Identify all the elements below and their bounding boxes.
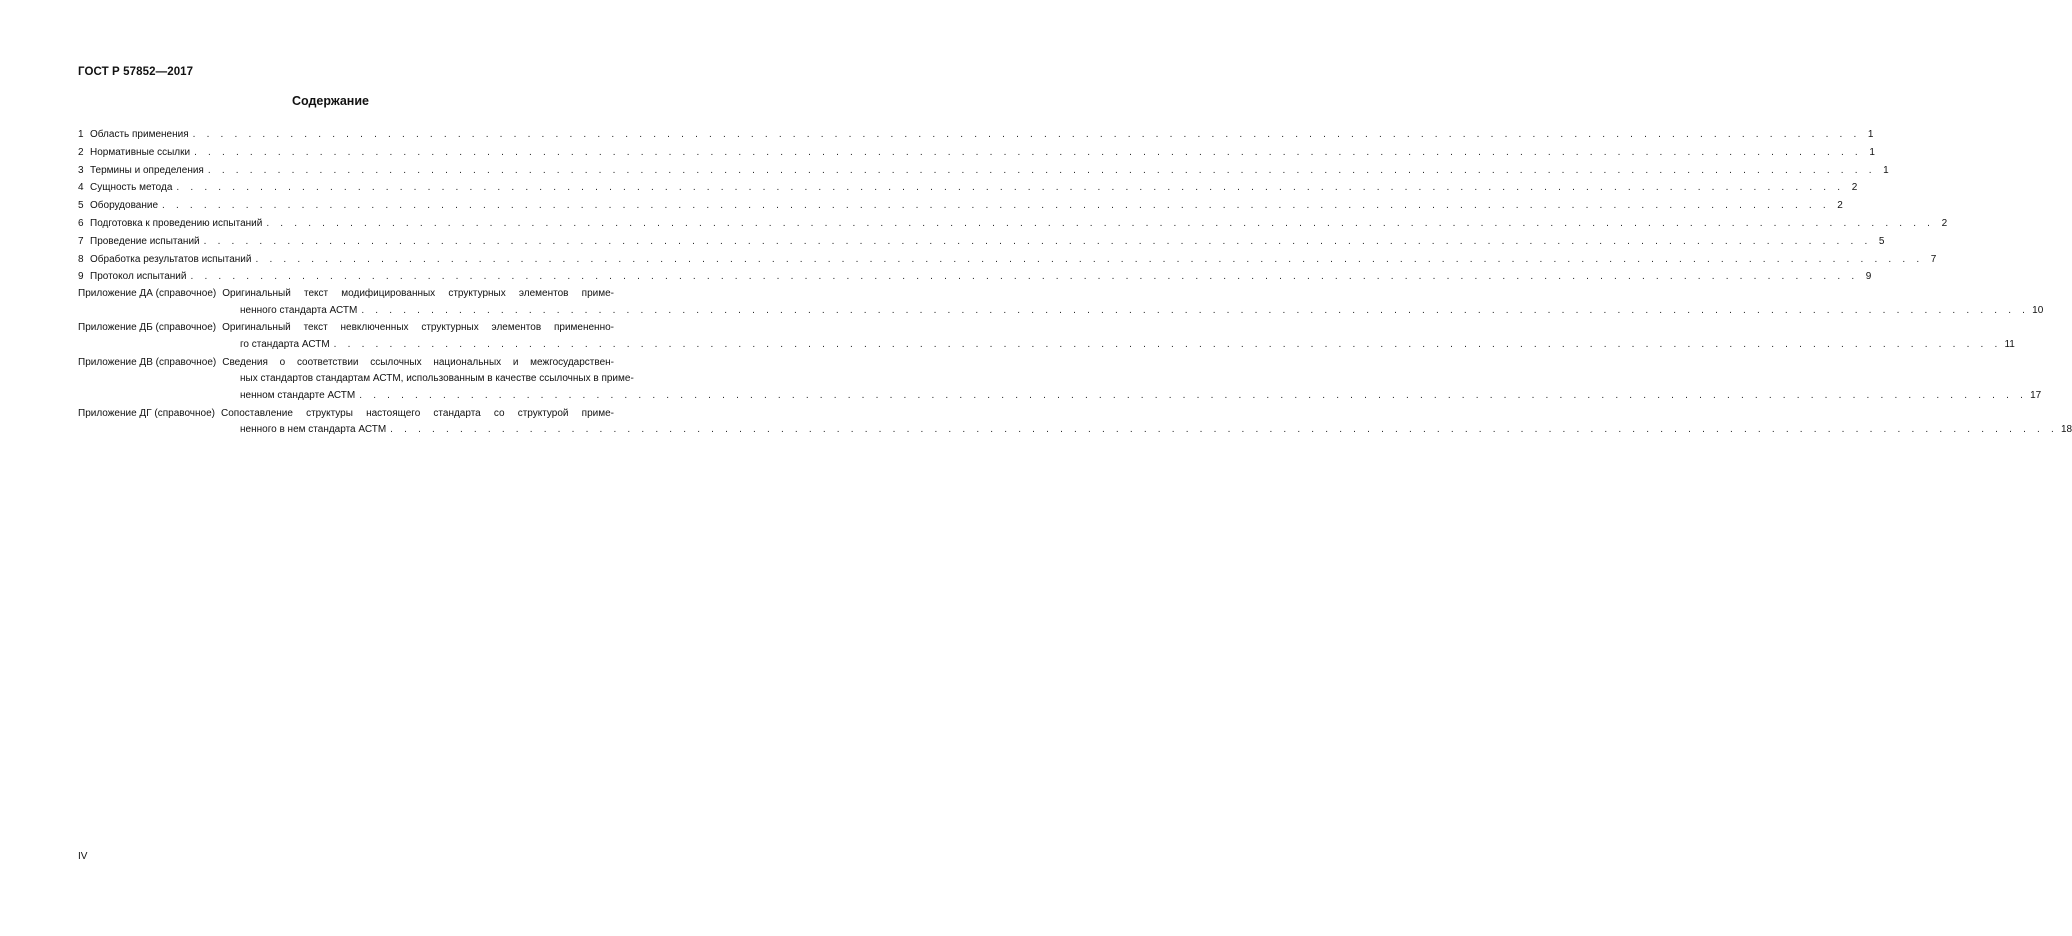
- appendix-title-end[interactable]: [240, 337, 2015, 353]
- appendix-title-end[interactable]: [240, 422, 2072, 438]
- toc-entry-number: 3: [78, 164, 84, 176]
- page-number: IV: [78, 851, 88, 862]
- toc-entry-page: 2: [1941, 217, 1948, 229]
- toc-appendices: [78, 286, 2072, 438]
- appendix-title-middle: ных стандартов стандартам АСТМ, использованным в качестве ссылочных в приме-: [240, 373, 634, 385]
- toc-entry[interactable]: [78, 179, 1858, 197]
- toc-entry-title: Обработка результатов испытаний: [90, 253, 252, 265]
- toc-entry-number: 5: [78, 200, 84, 212]
- dot-leader: . . . . . . . . . . . . . . . . . . . . . . . . . . . . . . . . . . . . . . . . . . . . . . . . . . . . . . . . . . . . . . . . . . . . . . . . . . . . . . . . . . . . . . . . . . . . . . . . . . . . . . . . . . . . . . . . . . . . . . . .: [192, 129, 1861, 140]
- toc-entry-page: 9: [1865, 271, 1872, 283]
- appendix-last-line: [78, 337, 2015, 353]
- toc-entry-title: Протокол испытаний: [90, 271, 187, 283]
- toc-entry-title: Проведение испытаний: [90, 235, 200, 247]
- dot-leader: . . . . . . . . . . . . . . . . . . . . . . . . . . . . . . . . . . . . . . . . . . . . . . . . . . . . . . . . . . . . . . . . . . . . . . . . . . . . . . . . . . . . . . . . . . . . . . . . . . . . . . . . . . . . . . . . . . . . . . . .: [194, 146, 1862, 158]
- dot-leader: . . . . . . . . . . . . . . . . . . . . . . . . . . . . . . . . . . . . . . . . . . . . . . . . . . . . . . . . . . . . . . . . . . . . . . . . . . . . . . . . . . . . . . . . . . . . . . . . . . . . . . . . . . . . . . . . . . . . . . . .: [203, 235, 1872, 247]
- toc-entry-title: Подготовка к проведению испытаний: [90, 217, 263, 229]
- toc-entry-page: 5: [1878, 235, 1885, 247]
- toc-entry-page: 10: [2032, 304, 2044, 316]
- dot-leader: . . . . . . . . . . . . . . . . . . . . . . . . . . . . . . . . . . . . . . . . . . . . . . . . . . . . . . . . . . . . . . . . . . . . . . . . . . . . . . . . . . . . . . . . . . . . . . . . . . . . . . . . . . . . . . . . . . . . . . . .: [190, 271, 1859, 283]
- dot-leader: . . . . . . . . . . . . . . . . . . . . . . . . . . . . . . . . . . . . . . . . . . . . . . . . . . . . . . . . . . . . . . . . . . . . . . . . . . . . . . . . . . . . . . . . . . . . . . . . . . . . . . . . . . . . . . . . . . . . . . . .: [255, 253, 1924, 265]
- toc-appendix-entry[interactable]: [78, 406, 2072, 439]
- toc-entry[interactable]: [78, 126, 1874, 144]
- toc-entry[interactable]: [78, 268, 1872, 286]
- dot-leader: . . . . . . . . . . . . . . . . . . . . . . . . . . . . . . . . . . . . . . . . . . . . . . . . . . . . . . . . . . . . . . . . . . . . . . . . . . . . . . . . . . . . . . . . . . . . . . . . . . . . . . . . . . . . . . . . . . . . . . . .: [266, 217, 1935, 229]
- toc-entry-number: 9: [78, 271, 84, 283]
- toc-entry[interactable]: [78, 233, 1885, 251]
- toc-entry[interactable]: [78, 197, 1843, 215]
- toc-entry-title: ненного в нем стандарта АСТМ: [240, 423, 387, 435]
- appendix-title-start: Сведения о соответствии ссылочных национальных и межгосударствен-: [222, 356, 614, 368]
- appendix-title-start: Сопоставление структуры настоящего стандарта со структурой приме-: [221, 407, 614, 419]
- appendix-title-end[interactable]: [240, 303, 2044, 319]
- toc-entry-title: ненном стандарте АСТМ: [240, 389, 356, 401]
- appendix-first-line: [78, 320, 614, 336]
- dot-leader: . . . . . . . . . . . . . . . . . . . . . . . . . . . . . . . . . . . . . . . . . . . . . . . . . . . . . . . . . . . . . . . . . . . . . . . . . . . . . . . . . . . . . . . . . . . . . . . . . . . . . . . . . . . . . . . . . . . . . . . .: [333, 338, 2002, 350]
- appendix-last-line: [78, 388, 2042, 404]
- toc-entry[interactable]: [78, 215, 1948, 233]
- toc-entry[interactable]: [78, 144, 1875, 162]
- toc-entry-title: Нормативные ссылки: [90, 146, 191, 158]
- appendix-tag: Приложение ДА (справочное): [78, 288, 217, 300]
- table-of-contents: [78, 126, 2072, 440]
- appendix-last-line: [78, 303, 2044, 319]
- toc-entry-title: Оборудование: [90, 200, 159, 212]
- toc-entry-number: 1: [78, 129, 84, 140]
- toc-entry[interactable]: [78, 162, 1889, 180]
- toc-sections: [78, 126, 1948, 286]
- toc-entry-title: го стандарта АСТМ: [240, 338, 330, 350]
- toc-entry-title: ненного стандарта АСТМ: [240, 304, 358, 316]
- toc-entry-page: 1: [1869, 146, 1875, 158]
- toc-entry-page: 11: [2004, 338, 2015, 350]
- toc-entry-page: 17: [2030, 389, 2042, 401]
- appendix-first-line: [78, 286, 614, 302]
- appendix-last-line: [78, 422, 2072, 438]
- toc-entry-page: 2: [1851, 182, 1858, 194]
- toc-entry-page: 7: [1930, 253, 1937, 265]
- toc-appendix-entry[interactable]: [78, 355, 2042, 404]
- toc-entry-page: 1: [1867, 129, 1874, 140]
- toc-appendix-entry[interactable]: [78, 320, 2015, 353]
- appendix-title-start: Оригинальный текст модифицированных структурных элементов приме-: [222, 288, 614, 300]
- dot-leader: . . . . . . . . . . . . . . . . . . . . . . . . . . . . . . . . . . . . . . . . . . . . . . . . . . . . . . . . . . . . . . . . . . . . . . . . . . . . . . . . . . . . . . . . . . . . . . . . . . . . . . . . . . . . . . . . . . . . . . . .: [390, 423, 2058, 435]
- toc-entry-number: 7: [78, 235, 84, 247]
- page-title: Содержание: [291, 94, 369, 108]
- toc-entry[interactable]: [78, 251, 1937, 269]
- toc-entry-title: Область применения: [90, 129, 189, 140]
- appendix-title-start: Оригинальный текст невключенных структурных элементов примененно-: [222, 322, 614, 334]
- toc-entry-number: 4: [78, 182, 84, 194]
- appendix-tag: Приложение ДГ (справочное): [78, 407, 215, 419]
- appendix-first-line: [78, 406, 614, 422]
- standard-code: ГОСТ Р 57852—2017: [78, 66, 194, 78]
- dot-leader: . . . . . . . . . . . . . . . . . . . . . . . . . . . . . . . . . . . . . . . . . . . . . . . . . . . . . . . . . . . . . . . . . . . . . . . . . . . . . . . . . . . . . . . . . . . . . . . . . . . . . . . . . . . . . . . . . . . . . . . .: [361, 304, 2030, 316]
- dot-leader: . . . . . . . . . . . . . . . . . . . . . . . . . . . . . . . . . . . . . . . . . . . . . . . . . . . . . . . . . . . . . . . . . . . . . . . . . . . . . . . . . . . . . . . . . . . . . . . . . . . . . . . . . . . . . . . . . . . . . . . .: [359, 389, 2028, 401]
- toc-entry-title: Термины и определения: [90, 164, 204, 176]
- appendix-title-end[interactable]: [240, 388, 2042, 404]
- toc-entry-title: Сущность метода: [90, 182, 173, 194]
- toc-entry-number: 6: [78, 217, 84, 229]
- appendix-tag: Приложение ДВ (справочное): [78, 356, 217, 368]
- appendix-first-line: [78, 355, 614, 371]
- toc-entry-page: 18: [2061, 423, 2072, 435]
- toc-appendix-entry[interactable]: [78, 286, 2044, 319]
- appendix-tag: Приложение ДБ (справочное): [78, 322, 217, 334]
- dot-leader: . . . . . . . . . . . . . . . . . . . . . . . . . . . . . . . . . . . . . . . . . . . . . . . . . . . . . . . . . . . . . . . . . . . . . . . . . . . . . . . . . . . . . . . . . . . . . . . . . . . . . . . . . . . . . . . . . . . . . . . .: [176, 182, 1845, 194]
- toc-entry-number: 2: [78, 146, 84, 158]
- toc-entry-number: 8: [78, 253, 84, 265]
- toc-entry-page: 2: [1837, 200, 1843, 212]
- dot-leader: . . . . . . . . . . . . . . . . . . . . . . . . . . . . . . . . . . . . . . . . . . . . . . . . . . . . . . . . . . . . . . . . . . . . . . . . . . . . . . . . . . . . . . . . . . . . . . . . . . . . . . . . . . . . . . . . . . . . . . . .: [162, 200, 1830, 212]
- dot-leader: . . . . . . . . . . . . . . . . . . . . . . . . . . . . . . . . . . . . . . . . . . . . . . . . . . . . . . . . . . . . . . . . . . . . . . . . . . . . . . . . . . . . . . . . . . . . . . . . . . . . . . . . . . . . . . . . . . . . . . . .: [207, 164, 1876, 176]
- toc-entry-page: 1: [1883, 164, 1889, 176]
